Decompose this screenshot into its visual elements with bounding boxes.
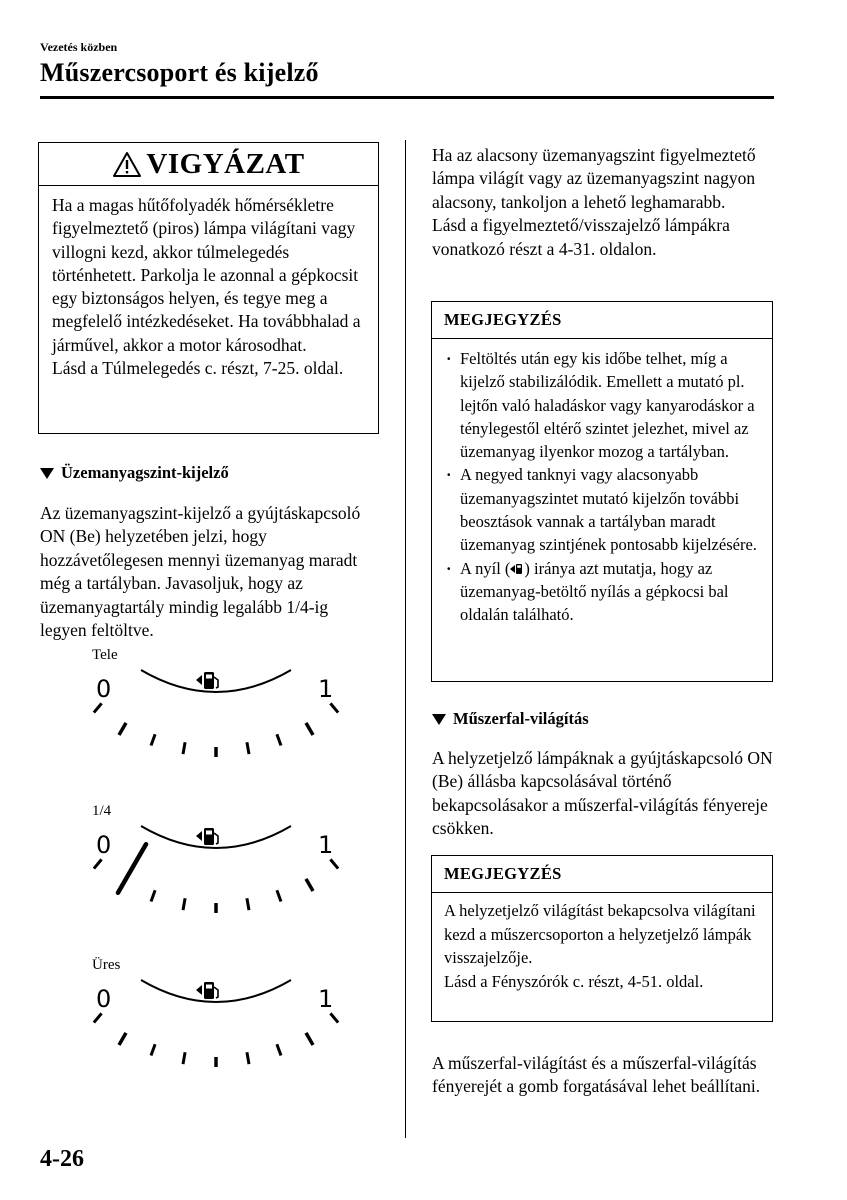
- gauge-tick: [306, 1033, 313, 1045]
- column-divider: [405, 140, 406, 1138]
- note-item3-end: ) iránya azt mutatja, hogy az üzemanyag-betöltő nyílás a gépkocsi bal oldalán található.: [460, 558, 729, 625]
- fuel-gauge-description: Az üzemanyagszint-kijelző a gyújtáskapcsoló ON (Be) helyzetében jelzi, hogy hozzávetőlegesen mennyi üzemanyag maradt még a tartályban. Javasoljuk, hogy az üzemanyagtartály mindig legalább 1/4-ig legyen feltöltve.: [40, 503, 361, 641]
- note-body: A helyzetjelző világítást bekapcsolva világítani kezd a műszercsoporton a helyzetjelző lámpák visszajelzője.: [444, 901, 756, 968]
- title-rule: [40, 96, 774, 99]
- fuel-gauge-quarter: [86, 818, 346, 913]
- fuel-gauge-empty: [86, 972, 346, 1067]
- warning-title: VIGYÁZAT: [146, 147, 305, 180]
- gauge-arc: [141, 980, 291, 1002]
- note-list: [432, 339, 772, 627]
- gauge-label-empty: Üres: [92, 957, 121, 973]
- warning-box: [38, 142, 379, 434]
- warning-triangle-icon: [112, 151, 142, 178]
- panel-light-description: A helyzetjelző lámpáknak a gyújtáskapcsoló ON (Be) állásba kapcsolásával történő bekapcsolásakor a műszerfal-világítás fényereje csökken.: [432, 748, 773, 839]
- gauge-label-quarter: 1/4: [92, 803, 112, 819]
- triangle-down-icon: [432, 713, 446, 725]
- gauge-tick: [247, 1052, 249, 1064]
- note-reference: Lásd a Fényszórók c. részt, 4-51. oldal.: [444, 971, 704, 991]
- gauge-tick: [277, 890, 281, 901]
- warning-header: [39, 143, 378, 186]
- gauge-tick: [183, 742, 185, 754]
- gauge-tick: [330, 703, 338, 712]
- panel-light-heading: [432, 709, 589, 729]
- gauge-tick: [151, 1044, 155, 1055]
- list-item: [446, 557, 762, 627]
- list-item: · A negyed tanknyi vagy alacsonyabb üzemanyagszintet mutató kijelzőn további beosztások vannak a tartályban maradt üzemanyag szintjének pontosabb kijelzésére.: [446, 463, 762, 556]
- gauge-needle: [337, 662, 346, 665]
- gauge-min-label: 0: [96, 831, 112, 859]
- fuel-gauge-heading-text: Üzemanyagszint-kijelző: [61, 463, 229, 482]
- gauge-max-label: 1: [318, 831, 334, 859]
- fuel-pump-icon: [196, 982, 218, 999]
- gauge-needle: [86, 972, 95, 975]
- closing-paragraph: A műszerfal-világítást és a műszerfal-világítás fényerejét a gomb forgatásával lehet beállítani.: [432, 1053, 761, 1097]
- fuel-door-arrow-icon: [510, 562, 524, 576]
- gauge-tick: [151, 890, 155, 901]
- gauge-svg: [86, 818, 346, 913]
- low-fuel-text: Ha az alacsony üzemanyagszint figyelmeztető lámpa világít vagy az üzemanyagszint nagyon alacsony, tankoljon a lehető leghamarabb.: [432, 145, 756, 212]
- gauge-tick: [119, 723, 126, 735]
- gauge-arc: [141, 670, 291, 692]
- low-fuel-paragraph: [432, 144, 777, 261]
- gauge-tick: [151, 734, 155, 745]
- gauge-tick: [94, 859, 102, 868]
- gauge-tick: [277, 734, 281, 745]
- gauge-min-label: 0: [96, 985, 112, 1013]
- gauge-needle: [118, 844, 146, 892]
- list-item: · Feltöltés után egy kis időbe telhet, míg a kijelző stabilizálódik. Emellett a mutató pl. lejtőn való haladáskor vagy kanyarodáskor a ténylegestől eltérő szintet jelezhet, mivel az üzemanyag ilyenkor mozog a tartályban.: [446, 347, 762, 463]
- gauge-tick: [94, 1013, 102, 1022]
- gauge-tick: [94, 703, 102, 712]
- gauge-tick: [247, 898, 249, 910]
- gauge-tick: [247, 742, 249, 754]
- gauge-tick: [330, 859, 338, 868]
- gauge-tick: [183, 1052, 185, 1064]
- gauge-svg: [86, 972, 346, 1067]
- warning-reference: Lásd a Túlmelegedés c. részt, 7-25. oldal.: [52, 358, 344, 379]
- fuel-gauge-heading: [40, 463, 229, 483]
- warning-text: Ha a magas hűtőfolyadék hőmérsékletre figyelmeztető (piros) lámpa világítani vagy villogni kezd, akkor túlmelegedés történhetett. Parkolja le azonnal a gépkocsit egy biztonságos helyen, és tegye meg a megfelelő intézkedéseket. Ha továbbhalad a járművel, akkor a motor károsodhat.: [52, 195, 361, 355]
- gauge-min-label: 0: [96, 675, 112, 703]
- gauge-max-label: 1: [318, 675, 334, 703]
- gauge-tick: [330, 1013, 338, 1022]
- low-fuel-reference: Lásd a figyelmeztető/visszajelző lámpákra vonatkozó részt a 4-31. oldalon.: [432, 215, 730, 259]
- fuel-gauge-full: [86, 662, 346, 757]
- fuel-pump-icon: [196, 672, 218, 689]
- note-item3-start: A nyíl (: [460, 558, 511, 578]
- gauge-max-label: 1: [318, 985, 334, 1013]
- note-title: MEGJEGYZÉS: [432, 856, 772, 893]
- gauge-label-full: Tele: [92, 647, 118, 663]
- section-label: Vezetés közben: [40, 40, 118, 54]
- fuel-pump-icon: [196, 828, 218, 845]
- gauge-tick: [306, 723, 313, 735]
- gauge-svg: [86, 662, 346, 757]
- panel-light-heading-text: Műszerfal-világítás: [453, 709, 589, 728]
- gauge-tick: [119, 1033, 126, 1045]
- note-text: [432, 893, 772, 993]
- note-box-fuel: [431, 301, 773, 682]
- note-title: MEGJEGYZÉS: [432, 302, 772, 339]
- gauge-tick: [277, 1044, 281, 1055]
- triangle-down-icon: [40, 467, 54, 479]
- gauge-arc: [141, 826, 291, 848]
- gauge-tick: [306, 879, 313, 891]
- page-number: 4-26: [40, 1146, 84, 1172]
- note-box-panel: [431, 855, 773, 1022]
- page-title: Műszercsoport és kijelző: [40, 58, 319, 87]
- gauge-tick: [183, 898, 185, 910]
